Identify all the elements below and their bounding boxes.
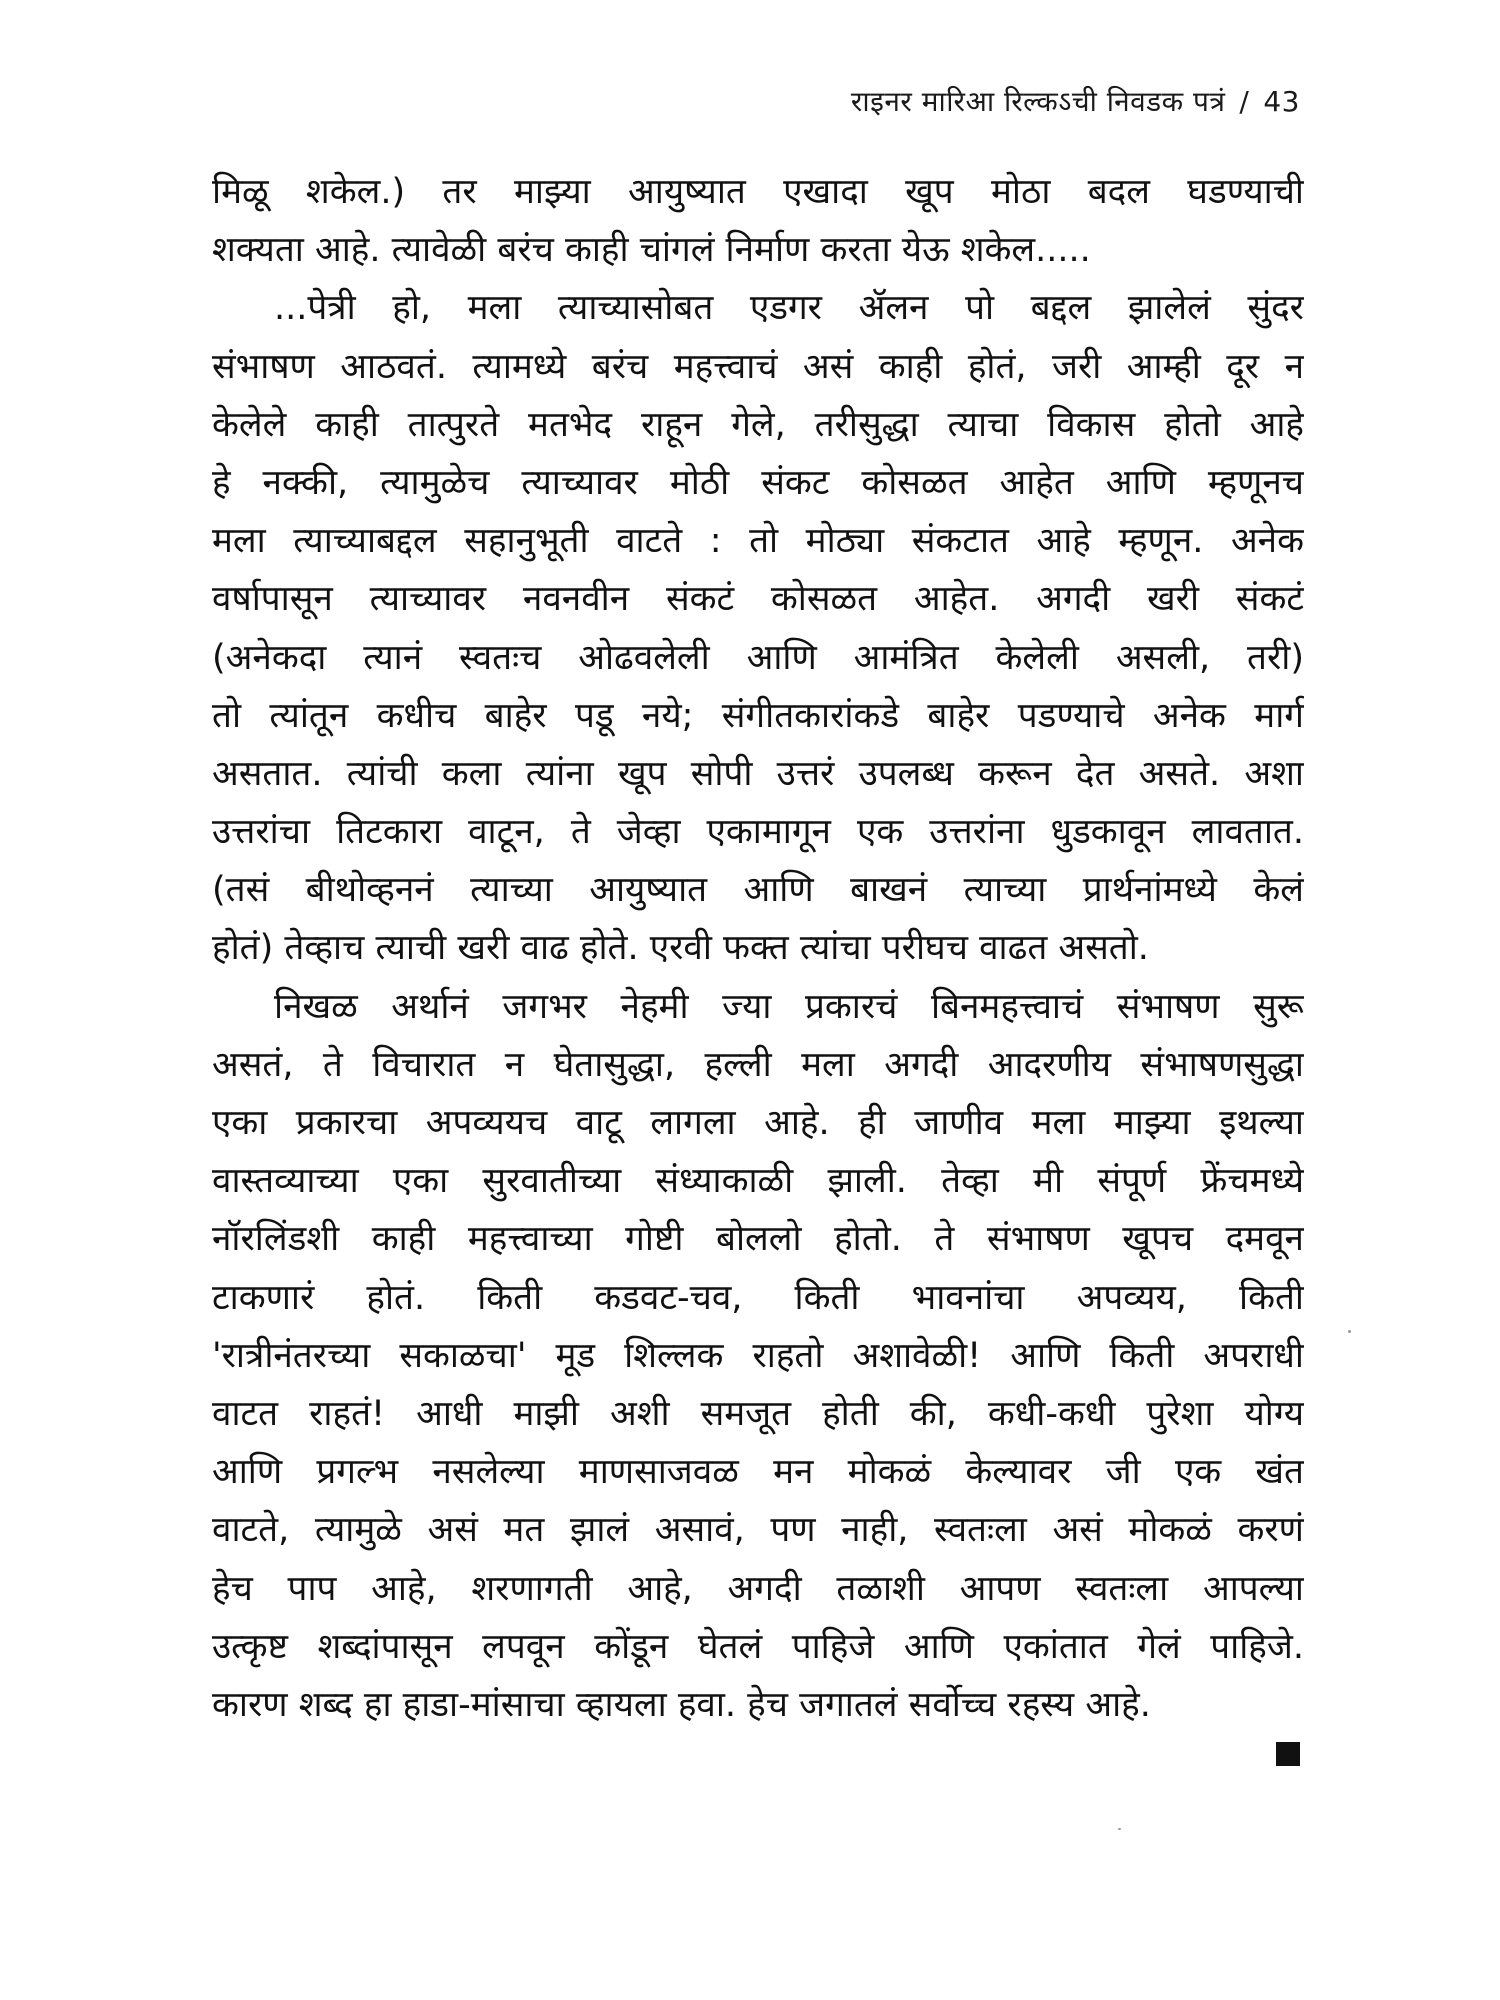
text-line: वाटते, त्यामुळे असं मत झालं असावं, पण नाही, स्वतःला असं मोकळं करणं (212, 1510, 1304, 1551)
text-line: वाटत राहतं! आधी माझी अशी समजूत होती की, कधी-कधी पुरेशा योग्य (212, 1393, 1304, 1434)
scan-speck (1348, 1330, 1351, 1333)
text-line: उत्कृष्ट शब्दांपासून लपवून कोंडून घेतलं पाहिजे आणि एकांतात गेलं पाहिजे. (212, 1626, 1304, 1667)
text-line: निखळ अर्थानं जगभर नेहमी ज्या प्रकारचं बिनमहत्त्वाचं संभाषण सुरू (274, 986, 1304, 1027)
end-of-chapter-mark (1276, 1742, 1300, 1766)
text-line: शक्यता आहे. त्यावेळी बरंच काही चांगलं निर्माण करता येऊ शकेल..... (212, 230, 1091, 271)
scan-speck (1118, 1828, 1121, 1830)
text-line: (अनेकदा त्यानं स्वतःच ओढवलेली आणि आमंत्रित केलेली असली, तरी) (212, 637, 1304, 678)
text-line: वास्तव्याच्या एका सुरवातीच्या संध्याकाळी झाली. तेव्हा मी संपूर्ण फ्रेंचमध्ये (212, 1161, 1304, 1202)
book-title: राइनर मारिआ रिल्कऽची निवडक पत्रं (850, 85, 1226, 118)
text-line: कारण शब्द हा हाडा-मांसाचा व्हायला हवा. हेच जगातलं सर्वोच्च रहस्य आहे. (212, 1684, 1151, 1725)
text-line: नॉरलिंडशी काही महत्त्वाच्या गोष्टी बोललो होतो. ते संभाषण खूपच दमवून (212, 1219, 1304, 1260)
text-line: 'रात्रीनंतरच्या सकाळचा' मूड शिल्लक राहतो अशावेळी! आणि किती अपराधी (212, 1335, 1304, 1376)
text-line: टाकणारं होतं. किती कडवट-चव, किती भावनांचा अपव्यय, किती (212, 1277, 1304, 1318)
text-line: उत्तरांचा तिटकारा वाटून, ते जेव्हा एकामागून एक उत्तरांना धुडकावून लावतात. (212, 812, 1304, 853)
text-line: मला त्याच्याबद्दल सहानुभूती वाटते : तो मोठ्या संकटात आहे म्हणून. अनेक (212, 521, 1304, 562)
body-text (212, 163, 1304, 1734)
text-line: (तसं बीथोव्हननं त्याच्या आयुष्यात आणि बाखनं त्याच्या प्रार्थनांमध्ये केलं (212, 870, 1304, 911)
text-line: होतं) तेव्हाच त्याची खरी वाढ होते. एरवी फक्त त्यांचा परीघच वाढत असतो. (212, 928, 1149, 969)
page-number: 43 (1263, 85, 1300, 118)
header-separator: / (1239, 85, 1250, 118)
text-line: मिळू शकेल.) तर माझ्या आयुष्यात एखादा खूप मोठा बदल घडण्याची (212, 172, 1304, 212)
text-line: असतात. त्यांची कला त्यांना खूप सोपी उत्तरं उपलब्ध करून देत असते. अशा (212, 753, 1304, 794)
text-line: आणि प्रगल्भ नसलेल्या माणसाजवळ मन मोकळं केल्यावर जी एक खंत (212, 1452, 1304, 1493)
text-line: एका प्रकारचा अपव्ययच वाटू लागला आहे. ही जाणीव मला माझ्या इथल्या (212, 1103, 1304, 1143)
text-line: ...पेत्री हो, मला त्याच्यासोबत एडगर ॲलन पो बद्दल झालेलं सुंदर (274, 288, 1304, 329)
text-line: हेच पाप आहे, शरणागती आहे, अगदी तळाशी आपण स्वतःला आपल्या (212, 1568, 1304, 1609)
text-line: हे नक्की, त्यामुळेच त्याच्यावर मोठी संकट कोसळत आहेत आणि म्हणूनच (212, 462, 1304, 503)
text-line: केलेले काही तात्पुरते मतभेद राहून गेले, तरीसुद्धा त्याचा विकास होतो आहे (212, 404, 1304, 445)
text-line: वर्षापासून त्याच्यावर नवनवीन संकटं कोसळत आहेत. अगदी खरी संकटं (212, 579, 1304, 620)
text-line: संभाषण आठवतं. त्यामध्ये बरंच महत्त्वाचं असं काही होतं, जरी आम्ही दूर न (212, 346, 1304, 387)
running-header (851, 82, 1300, 120)
text-line: असतं, ते विचारात न घेतासुद्धा, हल्ली मला अगदी आदरणीय संभाषणसुद्धा (212, 1044, 1304, 1085)
text-line: तो त्यांतून कधीच बाहेर पडू नये; संगीतकारांकडे बाहेर पडण्याचे अनेक मार्ग (212, 695, 1304, 736)
